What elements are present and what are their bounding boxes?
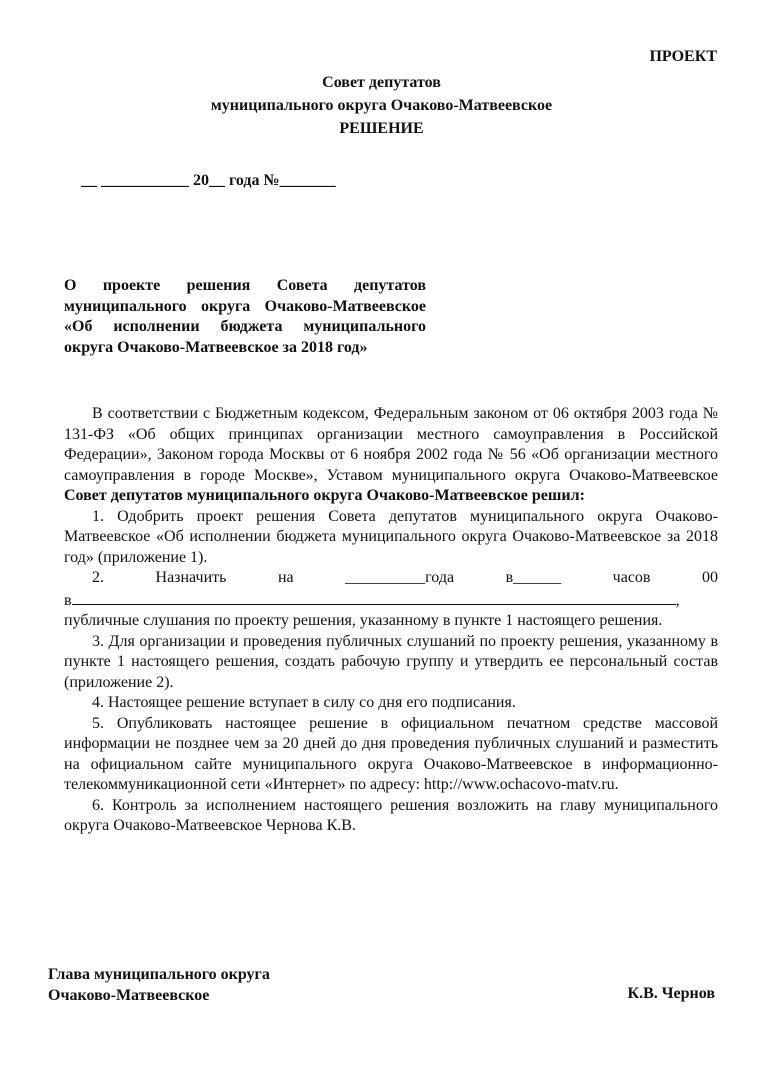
item-2-line2 (64, 589, 718, 612)
item-2-place-prefix: в (64, 591, 72, 609)
item-2-line1 (64, 568, 718, 589)
preamble-text: В соответствии с Бюджетным кодексом, Федеральным законом от 06 октября 2003 года № 131-ФЗ «Об общих принципах организации местного самоуправления в Российской Федерации», Законом города Москвы от 6 ноября 2002 года № 56 «Об организации местного самоуправления в городе Москве», Уставом муниципального округа Очаково-Матвеевское (64, 405, 718, 484)
signatory-title-line2: Очаково-Матвеевское (48, 987, 210, 1004)
date-number-line: __ ___________ 20__ года №_______ (81, 172, 336, 189)
item-2-word-year: года (425, 569, 455, 586)
org-name-line1: Совет депутатов (322, 74, 441, 91)
draft-stamp: ПРОЕКТ (649, 48, 717, 65)
decision-subject: О проекте решения Совета депутатов муниципального округа Очаково-Матвеевское «Об исполнении бюджета муниципального округа Очаково-Матвеевское за 2018 год» (64, 277, 426, 356)
item-6: 6. Контроль за исполнением настоящего решения возложить на главу муниципального округа Очаково-Матвеевское Чернова К.В. (64, 796, 718, 834)
signatory-name: К.В. Чернов (627, 985, 715, 1002)
item-2-date-blank: __________ (345, 569, 426, 586)
org-name-line2: муниципального округа Очаково-Матвеевское (210, 97, 553, 114)
item-2-number: 2. (92, 569, 104, 586)
item-3: 3. Для организации и проведения публичных слушаний по проекту решения, указанному в пункте 1 настоящего решения, создать рабочую группу и утвердить ее персональный состав (приложение 2). (64, 632, 718, 691)
item-2-place-suffix: , (675, 591, 680, 609)
item-2-time-blank: в______ (505, 569, 562, 586)
signatory-title (48, 964, 270, 1006)
item-2-rest: публичные слушания по проекту решения, указанному в пункте 1 настоящего решения. (64, 612, 663, 629)
item-2-word-appoint: Назначить (155, 569, 227, 586)
preamble-paragraph (64, 404, 718, 507)
item-2-minutes: 00 (702, 569, 718, 586)
item-2-place-blank (72, 589, 676, 605)
item-2-word-hours: часов (612, 569, 651, 586)
preamble-decision: Совет депутатов муниципального округа Очаково-Матвеевское решил: (64, 487, 585, 504)
document-type-title: РЕШЕНИЕ (339, 120, 424, 137)
item-2-word-on: на (277, 569, 294, 586)
signatory-title-line1: Глава муниципального округа (48, 966, 270, 983)
item-1: 1. Одобрить проект решения Совета депутатов муниципального округа Очаково-Матвеевское «Об исполнении бюджета муниципального округа Очаково-Матвеевское за 2018 год» (приложение 1). (64, 507, 718, 566)
item-5: 5. Опубликовать настоящее решение в официальном печатном средстве массовой информации не позднее чем за 20 дней до дня проведения публичных слушаний и разместить на официальном сайте муниципального округа Очаково-Матвеевское в информационно-телекоммуникационной сети «Интернет» по адресу: http://www.ochacovo-matv.ru. (64, 714, 718, 793)
item-4: 4. Настоящее решение вступает в силу со дня его подписания. (92, 694, 516, 711)
decision-body (64, 404, 718, 837)
